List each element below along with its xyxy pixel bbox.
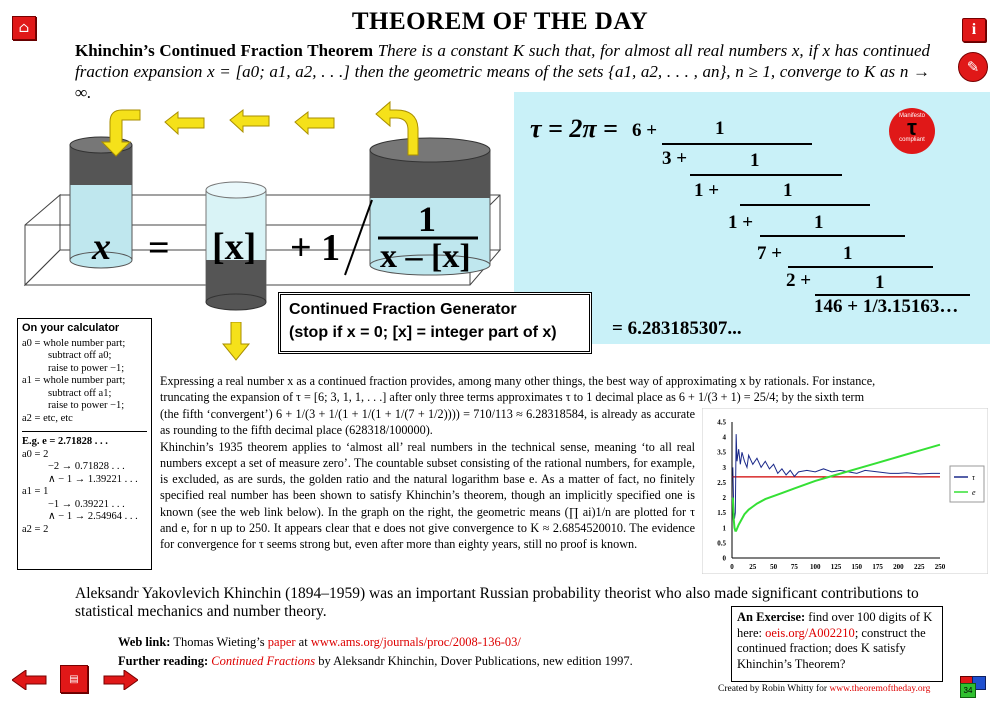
body-paragraph-1 [160, 373, 995, 406]
body-line: Khinchin’s 1935 theorem applies to ‘almost all’ real numbers in the technical sense, meaning ‘to all real numbers except a set of measure zero’. The countable subset consisting of the rational numbers, for example, is excluded, as are surds, the golden ratio and the natural logarithm base e. As a matter of fact, no finitely specified real number has been shown to satisfy Khinchin’s theorem, though an implicitly specified one is known (see the web link below). In the graph on the right, the geometric means (∏ ai)1/n are plotted for τ and e, for n up to 250. It appears clear that e does not give convergence to K ≈ 2.6854520010. The evidence for convergence for τ seems strong but, even after more than eighty years, still no proof is known. [160, 439, 695, 552]
calc-example-heading: E.g. e = 2.71828 . . . [22, 436, 108, 447]
cf-bar [760, 235, 905, 237]
legend-box [950, 466, 984, 502]
cf-one-5: 1 [843, 243, 853, 264]
body-line: (the fifth ‘convergent’) 6 + 1/(3 + 1/(1 + 1/(1 + 1/(7 + 1/2)))) = 710/113 ≈ 6.28318584, is already as accurate as rounding to the fifth decimal place (628318/100000). [160, 407, 695, 438]
x-tick-label: 200 [893, 563, 904, 571]
cf-one-1: 1 [715, 118, 725, 139]
cf-term-4: 1 + [728, 212, 754, 233]
y-tick-label: 4.5 [717, 418, 726, 427]
tau-lhs: τ = 2π = [530, 114, 618, 143]
web-link-at: at [298, 635, 308, 649]
contents-button[interactable] [60, 665, 88, 693]
exercise-link[interactable]: oeis.org/A002210 [765, 625, 855, 640]
y-tick-label: 2 [722, 494, 726, 503]
cf-one-6: 1 [875, 272, 885, 293]
page-number-badge: 34 [960, 683, 976, 698]
cf-term-3: 1 + [694, 180, 720, 201]
legend-label: τ [972, 473, 975, 482]
pencil-icon: ✎ [966, 58, 980, 76]
x-tick-label: 225 [913, 563, 925, 571]
credit-url[interactable]: www.theoremoftheday.org [829, 684, 931, 694]
right-arrow-icon [102, 670, 138, 690]
calc-eg-line: a0 = 2 [22, 448, 49, 460]
generator-box-note: (stop if x = 0; [x] = integer part of x) [289, 324, 557, 341]
home-icon: ⌂ [18, 20, 30, 36]
biography: Aleksandr Yakovlevich Khinchin (1894–1959) was an important Russian probability theorist who also made significant contributions to statistical mechanics and number theory. [75, 585, 919, 620]
further-reading-label: Further reading: [118, 654, 209, 668]
output-arrow-icon [222, 322, 252, 362]
cf-term-6: 2 + [786, 270, 812, 291]
calc-eg-line: ∧ − 1 → 1.39221 . . . [48, 473, 138, 485]
calc-line: subtract off a0; [48, 350, 112, 361]
theorem-name: Khinchin’s Continued Fraction Theorem [75, 41, 374, 60]
badge-bottom-text: compliant [899, 137, 925, 143]
further-reading-text: by Aleksandr Khinchin, Dover Publications, new edition 1997. [318, 654, 633, 668]
calc-line: raise to power −1; [48, 400, 125, 411]
next-button[interactable] [102, 670, 138, 694]
calculator-box [17, 318, 152, 570]
cf-term-5: 7 + [757, 243, 783, 264]
x-tick-label: 100 [809, 563, 821, 571]
legend-label: e [972, 488, 976, 497]
exercise-text: find over 100 digits of K here: [737, 610, 933, 640]
cf-bar [740, 204, 870, 206]
calc-eg-line: a2 = 2 [22, 523, 49, 535]
calc-line: a2 = etc, etc [22, 412, 73, 424]
credit-line [718, 684, 930, 694]
formula-plus-one: + 1 [290, 227, 341, 269]
y-tick-label: 3.5 [717, 448, 726, 457]
cf-term-2: 3 + [662, 148, 688, 169]
y-tick-label: 2.5 [717, 478, 726, 487]
body-line: Expressing a real number x as a continued fraction provides, among many other things, the best way of approximating x by rationals. For instance, [160, 374, 876, 388]
formula-x: x [92, 226, 111, 268]
y-tick-label: 0 [722, 554, 726, 563]
left-arrow-icon [12, 670, 48, 690]
x-tick-label: 250 [934, 563, 946, 571]
divider [22, 431, 147, 432]
calc-eg-line: ∧ − 1 → 2.54964 . . . [48, 511, 138, 522]
x-tick-label: 125 [830, 563, 842, 571]
y-tick-label: 3 [722, 463, 726, 472]
arrow-row [90, 100, 450, 160]
links-block [118, 633, 728, 671]
generator-box-title: Continued Fraction Generator [289, 301, 517, 318]
calc-eg-line: −1 → 0.39221 . . . [48, 498, 125, 510]
theorem-text: There is a constant K such that, for almost all real numbers x, if x has continued fraction expansion x = [a0; a1, a2, . . .] then the geometric means of the sets {a1, a2, . . . , an}, n ≥ 1, converge to K as n → ∞. [75, 41, 931, 102]
y-tick-label: 0.5 [717, 539, 726, 548]
calc-line: subtract off a1; [48, 387, 112, 399]
calc-line: a0 = whole number part; [22, 337, 126, 349]
y-tick-label: 1 [722, 524, 726, 533]
cf-result: = 6.283185307... [612, 318, 742, 339]
page-title: THEOREM OF THE DAY [351, 8, 649, 35]
calc-eg-line: a1 = 1 [22, 486, 49, 497]
exercise-label: An Exercise: [737, 610, 806, 624]
contents-icon: ▤ [69, 673, 79, 685]
generator-box [278, 292, 592, 354]
web-link-paper[interactable]: paper [267, 635, 296, 649]
web-link-label: Web link: [118, 635, 171, 649]
y-tick-label: 4 [722, 433, 726, 442]
cf-bar [690, 174, 842, 176]
calc-line: a1 = whole number part; [22, 375, 126, 386]
calculator-heading: On your calculator [22, 322, 120, 334]
cf-last: 146 + 1/3.15163… [814, 296, 959, 317]
x-tick-label: 0 [730, 563, 734, 571]
cf-one-3: 1 [783, 180, 793, 201]
calc-eg-line: −2 → 0.71828 . . . [48, 461, 125, 472]
tau-manifesto-badge [889, 108, 935, 154]
body-paragraph-2 [160, 406, 695, 553]
exercise-box [731, 606, 943, 682]
further-reading-title[interactable]: Continued Fractions [211, 654, 316, 668]
cf-term-1: 6 + [632, 120, 658, 141]
formula-numerator: 1 [418, 199, 436, 239]
down-arrow-icon [102, 110, 140, 156]
geometric-mean-chart [702, 408, 988, 574]
badge-top-text: Manifesto [898, 113, 925, 119]
web-link-url[interactable]: www.ams.org/journals/proc/2008-136-03/ [310, 635, 521, 649]
calc-line: raise to power −1; [48, 362, 125, 374]
edit-button[interactable] [958, 52, 988, 82]
cf-one-2: 1 [750, 150, 760, 171]
cf-bar [788, 266, 933, 268]
badge-tau: τ [907, 115, 917, 140]
cf-bar [662, 143, 812, 145]
formula-denominator: x – [x] [380, 238, 471, 275]
x-tick-label: 25 [749, 563, 757, 571]
x-tick-label: 175 [872, 563, 883, 571]
y-tick-label: 1.5 [717, 509, 726, 518]
formula-floor: [x] [212, 226, 257, 268]
body-line: truncating the expansion of τ = [6; 3, 1, 1, . . .] after only three terms approximates τ to 1 decimal place as 6 + 1/(3 + 1) = 25/4; by the sixth term [160, 390, 865, 405]
x-tick-label: 75 [790, 563, 798, 571]
formula-eq: = [148, 227, 170, 269]
x-tick-label: 150 [851, 563, 863, 571]
prev-button[interactable] [12, 670, 48, 694]
web-link-text: Thomas Wieting’s [173, 635, 265, 649]
cf-one-4: 1 [814, 212, 824, 233]
credit-text: Created by Robin Whitty for [718, 684, 828, 694]
info-icon: i [971, 21, 977, 38]
exercise-text-2: ; construct the continued fraction; does K satisfy Khinchin’s Theorem? [737, 625, 926, 671]
x-tick-label: 50 [770, 563, 778, 571]
